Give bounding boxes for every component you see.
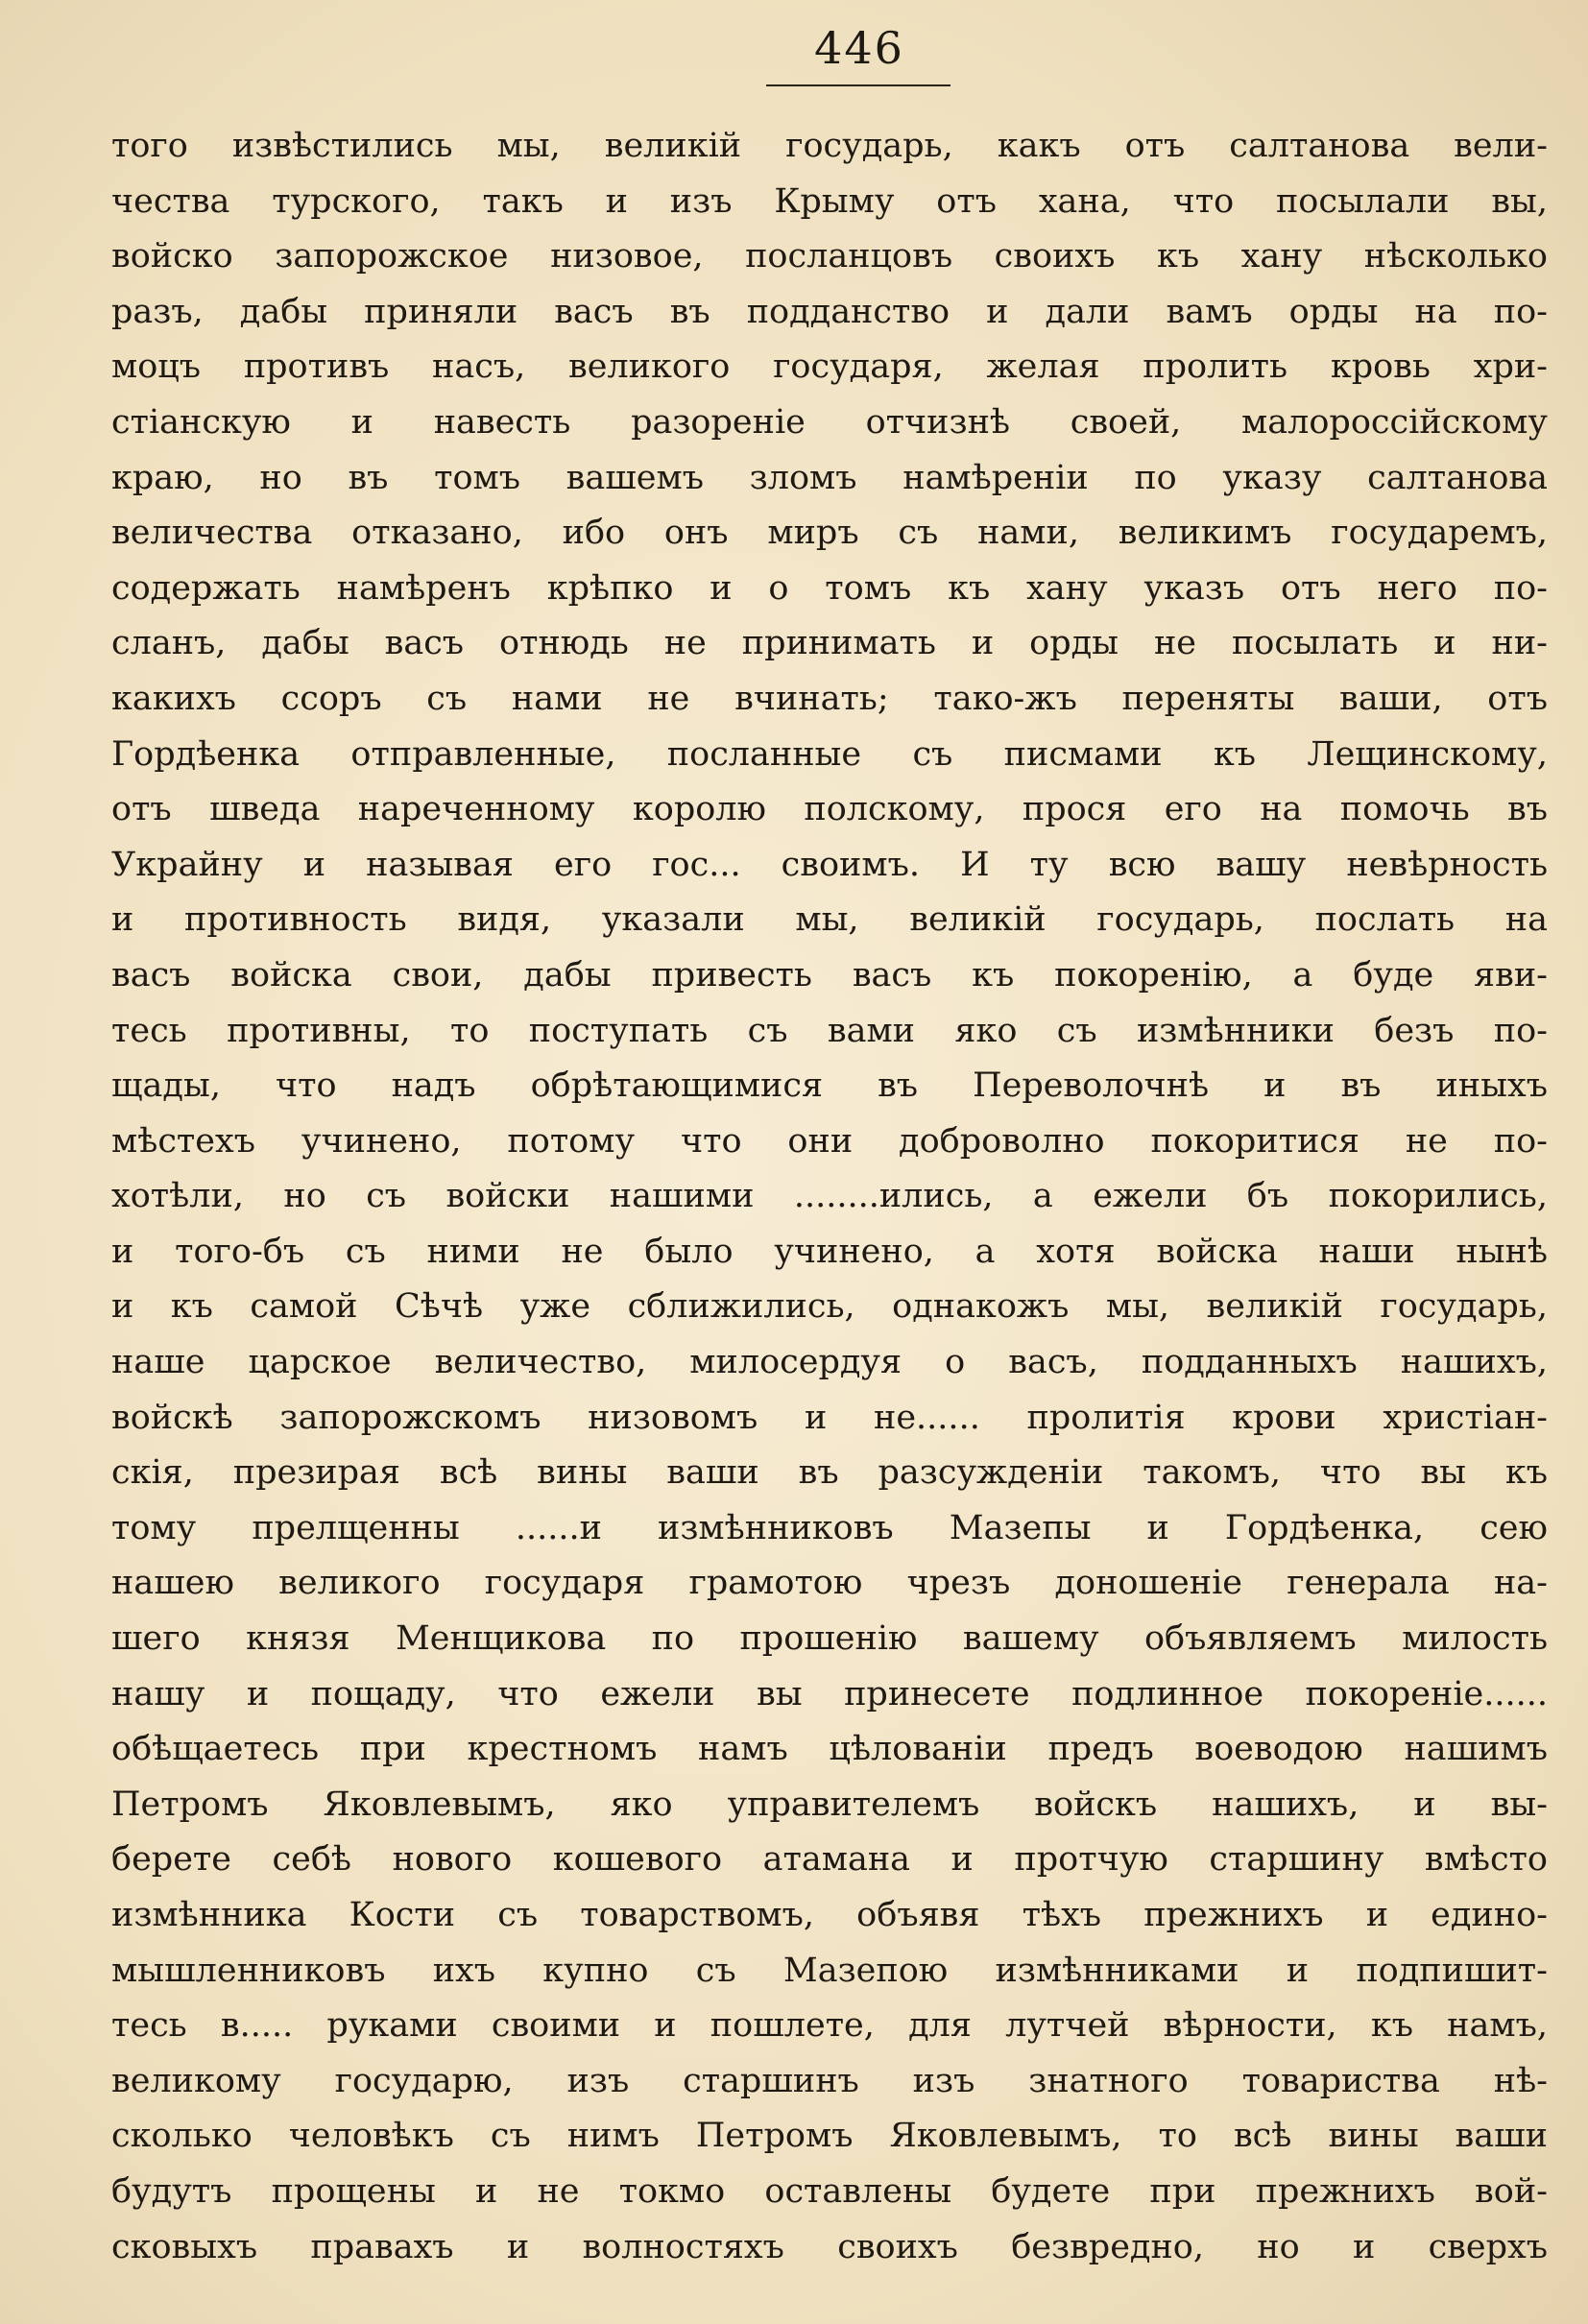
text-line: моцъ противъ насъ, великого государя, желая пролить кровь хри- (111, 347, 1548, 387)
text-line: мѣстехъ учинено, потому что они доброволно покоритися не по- (111, 1121, 1548, 1161)
text-line: Гордѣенка отправленные, посланные съ писмами къ Лещинскому, (111, 734, 1548, 774)
text-line: и того-бъ съ ними не было учинено, а хотя войска наши нынѣ (111, 1232, 1548, 1271)
text-line: тесь в..... руками своими и пошлете, для лутчей вѣрности, къ намъ, (111, 2006, 1548, 2046)
text-line: сковыхъ правахъ и волностяхъ своихъ безвредно, но и сверхъ (111, 2227, 1548, 2266)
text-line: мышленниковъ ихъ купно съ Мазепою измѣнниками и подпишит- (111, 1951, 1548, 1990)
text-line: чества турского, такъ и изъ Крыму отъ хана, что посылали вы, (111, 181, 1548, 221)
text-line: щады, что надъ обрѣтающимися въ Переволочнѣ и въ иныхъ (111, 1066, 1548, 1106)
text-body (111, 119, 1548, 2275)
text-line: краю, но въ томъ вашемъ зломъ намѣреніи по указу салтанова (111, 458, 1548, 497)
text-line: какихъ ссоръ съ нами не вчинать; тако-жъ переняты ваши, отъ (111, 679, 1548, 718)
text-line: скія, презирая всѣ вины ваши въ разсужденіи такомъ, что вы къ (111, 1453, 1548, 1493)
text-line: содержать намѣренъ крѣпко и о томъ къ хану указъ отъ него по- (111, 568, 1548, 608)
text-line: нашу и пощаду, что ежели вы принесете подлинное покореніе...... (111, 1674, 1548, 1713)
text-line: шего князя Менщикова по прошенію вашему объявляемъ милость (111, 1619, 1548, 1659)
text-line: того извѣстились мы, великій государь, какъ отъ салтанова вели- (111, 127, 1548, 165)
text-line: берете себѣ нового кошевого атамана и протчую старшину вмѣсто (111, 1840, 1548, 1880)
text-line: тесь противны, то поступать съ вами яко съ измѣнники безъ по- (111, 1011, 1548, 1050)
text-line: хотѣли, но съ войски нашими ........ились, а ежели бъ покорились, (111, 1177, 1548, 1216)
page-number: 446 (814, 22, 904, 74)
text-line: Петромъ Яковлевымъ, яко управителемъ войскъ нашихъ, и вы- (111, 1785, 1548, 1824)
text-line: войскѣ запорожскомъ низовомъ и не...... пролитія крови христіан- (111, 1398, 1548, 1437)
text-line: нашею великого государя грамотою чрезъ доношеніе генерала на- (111, 1564, 1548, 1603)
text-line: разъ, дабы приняли васъ въ подданство и дали вамъ орды на по- (111, 292, 1548, 331)
text-line: и противность видя, указали мы, великій государь, послать на (111, 900, 1548, 940)
text-line: наше царское величество, милосердуя о васъ, подданныхъ нашихъ, (111, 1343, 1548, 1382)
text-line: великому государю, изъ старшинъ изъ знатного товариства нѣ- (111, 2061, 1548, 2100)
text-line: васъ войска свои, дабы привесть васъ къ покоренію, а буде яви- (111, 955, 1548, 994)
text-line: и къ самой Сѣчѣ уже сближились, однакожъ мы, великій государь, (111, 1287, 1548, 1327)
text-line: сколько человѣкъ съ нимъ Петромъ Яковлевымъ, то всѣ вины ваши (111, 2117, 1548, 2156)
text-line: тому прелщенны ......и измѣнниковъ Мазепы и Гордѣенка, сею (111, 1508, 1548, 1547)
text-line: отъ шведа нареченному королю полскому, прося его на помочь въ (111, 790, 1548, 829)
header-rule (766, 84, 950, 86)
text-line: войско запорожское низовое, посланцовъ своихъ къ хану нѣсколько (111, 237, 1548, 276)
text-line: обѣщаетесь при крестномъ намъ цѣлованіи предъ воеводою нашимъ (111, 1730, 1548, 1769)
text-line: Украйну и называя его гос... своимъ. И ту всю вашу невѣрность (111, 845, 1548, 884)
text-line: величества отказано, ибо онъ миръ съ нами, великимъ государемъ, (111, 514, 1548, 553)
text-line: сланъ, дабы васъ отнюдь не принимать и орды не посылать и ни- (111, 624, 1548, 663)
text-line: стіанскую и навесть разореніе отчизнѣ своей, малороссійскому (111, 402, 1548, 442)
text-line: будутъ прощены и не токмо оставлены будете при прежнихъ вой- (111, 2171, 1548, 2211)
text-line: измѣнника Кости съ товарствомъ, объявя тѣхъ прежнихъ и едино- (111, 1896, 1548, 1934)
